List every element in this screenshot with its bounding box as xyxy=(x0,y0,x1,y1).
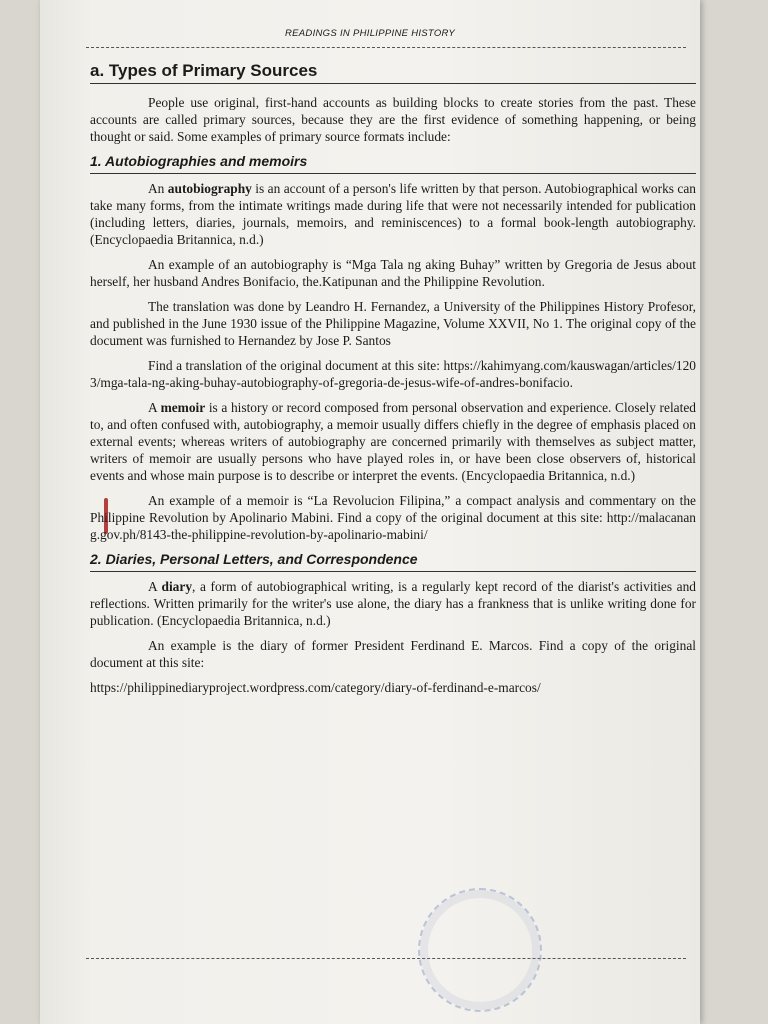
translation-paragraph: The translation was done by Leandro H. Fernandez, a University of the Philippines History Profesor, and published in the June 1930 issue of the Philippine Magazine, Volume XXVII, No 1. The original copy of the document was furnished to Hernandez by Jose P. Santos xyxy=(90,299,696,348)
term-autobiography: autobiography xyxy=(167,181,252,196)
intro-paragraph: People use original, first-hand accounts as building blocks to create stories from the past. These accounts are called primary sources, because they are the first evidence of something happening, or being thought or said. Some examples of primary source formats include: xyxy=(90,95,696,144)
term-memoir: memoir xyxy=(160,400,206,415)
diary-definition: A diary, a form of autobiographical writing, is a regularly kept record of the diarist's activities and reflections. Written primarily for the writer's use alone, the diary has a frankness that is unlike writing done for publication. (Encyclopaedia Britannica, n.d.) xyxy=(90,579,696,628)
memoir-definition: A memoir is a history or record composed from personal observation and experience. Closely related to, and often confused with, autobiography, a memoir usually differs chiefly in the degree of emphasis placed on external events; whereas writers of autobiography are concerned primarily with themselves as subject matter, writers of memoir are usually persons who have played roles in, or have been close observers of, historical events and whose main purpose is to describe or interpret the events. (Encyclopaedia Britannica, n.d.) xyxy=(90,400,696,483)
library-stamp xyxy=(418,888,542,1012)
kahimyang-link[interactable]: https://kahimyang.com/kauswagan/articles/1203/mga-tala-ng-aking-buhay-autobiography-of-gregoria-de-jesus-wife-of-andres-bonifacio. xyxy=(90,358,696,390)
running-header: READINGS IN PHILIPPINE HISTORY xyxy=(284,28,455,39)
footer-rule xyxy=(86,958,686,959)
autobiography-definition: An autobiography is an account of a person's life written by that person. Autobiographical works can take many forms, from the intimate writings made during life that were not necessarily intended for publication (including letters, diaries, journals, memoirs, and reminiscences) to a formal book-length autobiography. (Encyclopaedia Britannica, n.d.) xyxy=(90,181,696,247)
subsection-title-autobiographies: 1. Autobiographies and memoirs xyxy=(90,153,696,174)
diary-project-link[interactable]: https://philippinediaryproject.wordpress.com/category/diary-of-ferdinand-e-marcos/ xyxy=(90,680,541,695)
document-page xyxy=(40,0,700,1024)
page-content xyxy=(90,62,696,704)
subsection-title-diaries: 2. Diaries, Personal Letters, and Correspondence xyxy=(90,551,696,572)
translation-link-paragraph: Find a translation of the original document at this site: https://kahimyang.com/kauswagan/articles/1203/mga-tala-ng-aking-buhay-autobiography-of-gregoria-de-jesus-wife-of-andres-bonifacio. xyxy=(90,358,696,390)
diary-example: An example is the diary of former President Ferdinand E. Marcos. Find a copy of the original document at this site: xyxy=(90,638,696,670)
header-rule xyxy=(86,47,686,48)
malacanang-link[interactable]: http://malacanang.gov.ph/8143-the-philippine-revolution-by-apolinario-mabini/ xyxy=(90,510,696,542)
section-title: a. Types of Primary Sources xyxy=(90,62,696,84)
autobiography-example: An example of an autobiography is “Mga Tala ng aking Buhay” written by Gregoria de Jesus about herself, her husband Andres Bonifacio, the.Katipunan and the Philippine Revolution. xyxy=(90,257,696,289)
memoir-example: An example of a memoir is “La Revolucion Filipina,” a compact analysis and commentary on the Philippine Revolution by Apolinario Mabini. Find a copy of the original document at this site: http://malacanang.gov.ph/8143-the-philippine-revolution-by-apolinario-mabini/ xyxy=(90,493,696,542)
term-diary: diary xyxy=(161,579,193,594)
